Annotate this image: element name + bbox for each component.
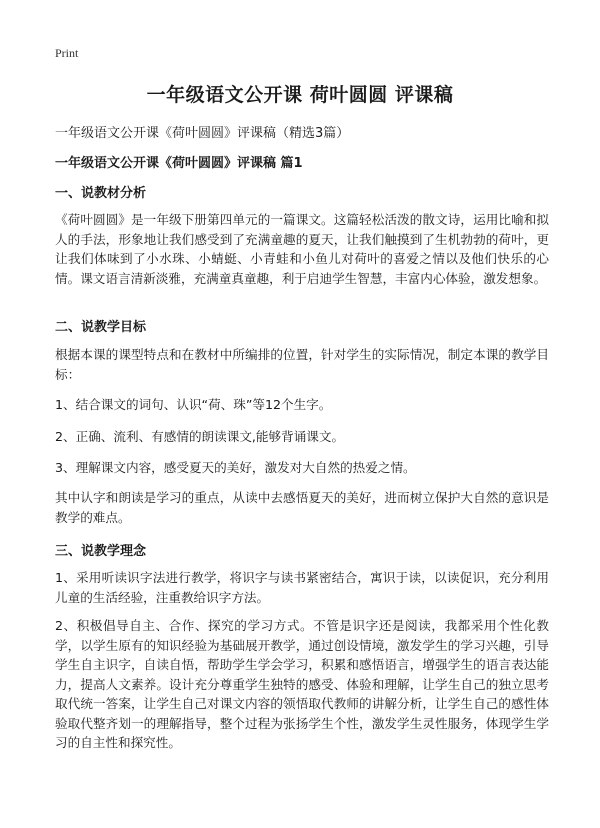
section-heading-teaching-philosophy: 三、说教学理念 — [55, 544, 147, 559]
document-subtitle: 一年级语文公开课《荷叶圆圆》评课稿（精选3篇） — [55, 126, 350, 141]
section-paragraph: 其中认字和朗读是学习的重点，从读中去感悟夏天的美好，进而树立保护大自然的意识是教学的难点。 — [55, 490, 549, 525]
page-title: 一年级语文公开课 荷叶圆圆 评课稿 — [146, 84, 454, 106]
section-paragraph: 根据本课的课型特点和在教材中所编排的位置，针对学生的实际情况，制定本课的教学目标： — [55, 347, 549, 382]
section-paragraph: 2、积极倡导自主、合作、探究的学习方式。不管是识字还是阅读，我都采用个性化教学，以学生原有的知识经验为基础展开教学，通过创设情境，激发学生的学习兴趣，引导学生自主识字，自读自悟，帮助学生学会学习，积累和感悟语言，增强学生的语言表达能力，提高人文素养。设计充分尊重学生独特的感受、体验和理解，让学生自己的独立思考取代统一答案，让学生自己对课文内容的领悟取代教师的讲解分析，让学生自己的感性体验取代整齐划一的理解指导，整个过程为张扬学生个性，激发学生灵性服务，体现学生学习的自主性和探究性。 — [55, 618, 549, 750]
goal-list-item: 3、理解课文内容，感受夏天的美好，激发对大自然的热爱之情。 — [55, 460, 416, 475]
section-heading-textbook-analysis: 一、说教材分析 — [55, 186, 147, 201]
print-link[interactable]: Print — [55, 46, 79, 60]
section-paragraph: 《荷叶圆圆》是一年级下册第四单元的一篇课文。这篇轻松活泼的散文诗，运用比喻和拟人的手法，形象地让我们感受到了充满童趣的夏天，让我们触摸到了生机勃勃的荷叶，更让我们体味到了小水珠、小蜻蜓、小青蛙和小鱼儿对荷叶的喜爱之情以及他们快乐的心情。课文语言清新淡雅，充满童真童趣，利于启迪学生智慧，丰富内心体验，激发想象。 — [55, 212, 549, 286]
article-heading: 一年级语文公开课《荷叶圆圆》评课稿 篇1 — [55, 156, 303, 171]
goal-list-item: 2、正确、流利、有感情的朗读课文,能够背诵课文。 — [55, 429, 345, 444]
goal-list-item: 1、结合课文的词句、认识“荷、珠”等12个生字。 — [55, 397, 332, 412]
section-heading-teaching-goals: 二、说教学目标 — [55, 320, 147, 335]
section-paragraph: 1、采用听读识字法进行教学，将识字与读书紧密结合，寓识于读，以读促识，充分利用儿童的生活经验，注重教给识字方法。 — [55, 570, 549, 605]
